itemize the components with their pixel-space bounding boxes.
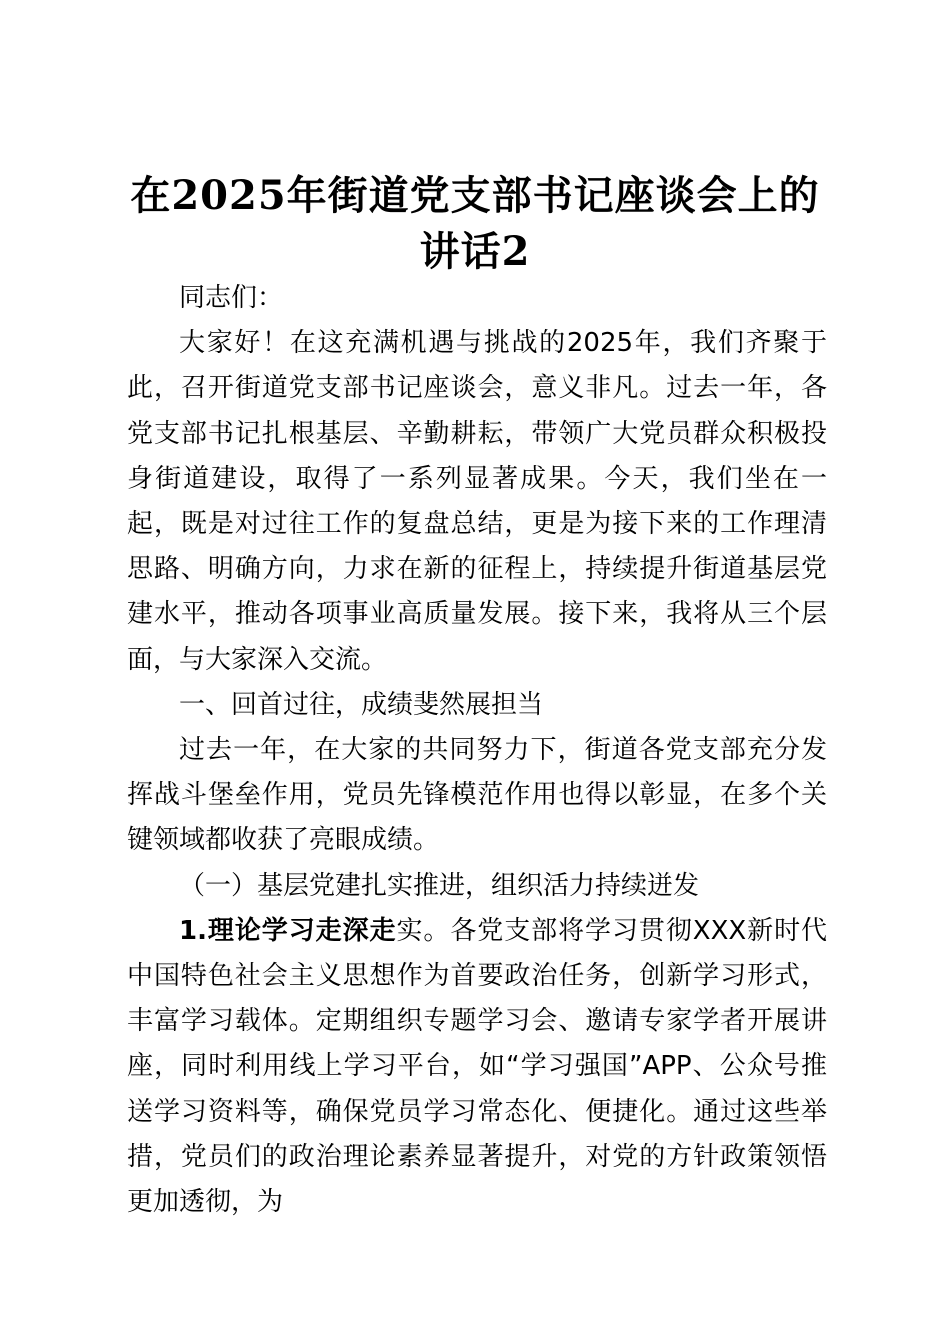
document-title [100, 168, 850, 280]
salutation: 同志们： [179, 283, 284, 313]
subsection-heading-1: （一）基层党建扎实推进，组织活力持续迸发 [179, 870, 700, 901]
document-body [127, 276, 827, 1225]
section-1-intro-paragraph: 过去一年，在大家的共同努力下，街道各党支部充分发挥战斗堡垒作用，党员先锋模范作用也得以彰显，在多个关键领域都收获了亮眼成绩。 [127, 735, 827, 856]
point-1-heading: 1.理论学习走深走 [179, 915, 397, 946]
title-line-2: 讲话2 [419, 228, 531, 275]
opening-paragraph: 大家好！在这充满机遇与挑战的2025年，我们齐聚于此，召开街道党支部书记座谈会，意义非凡。过去一年，各党支部书记扎根基层、辛勤耕耘，带领广大党员群众积极投身街道建设，取得了一系列显著成果。今天，我们坐在一起，既是对过往工作的复盘总结，更是为接下来的工作理清思路、明确方向，力求在新的征程上，持续提升街道基层党建水平，推动各项事业高质量发展。接下来，我将从三个层面，与大家深入交流。 [127, 328, 827, 675]
title-line-1: 在2025年街道党支部书记座谈会上的 [130, 172, 820, 219]
point-1-paragraph [127, 909, 827, 1225]
section-heading-1: 一、回首过往，成绩斐然展担当 [179, 689, 544, 720]
point-1-text: 实。各党支部将学习贯彻XXX新时代中国特色社会主义思想作为首要政治任务，创新学习形式，丰富学习载体。定期组织专题学习会、邀请专家学者开展讲座，同时利用线上学习平台，如“学习强国”APP、公众号推送学习资料等，确保党员学习常态化、便捷化。通过这些举措，党员们的政治理论素养显著提升，对党的方针政策领悟更加透彻，为 [127, 915, 828, 1218]
